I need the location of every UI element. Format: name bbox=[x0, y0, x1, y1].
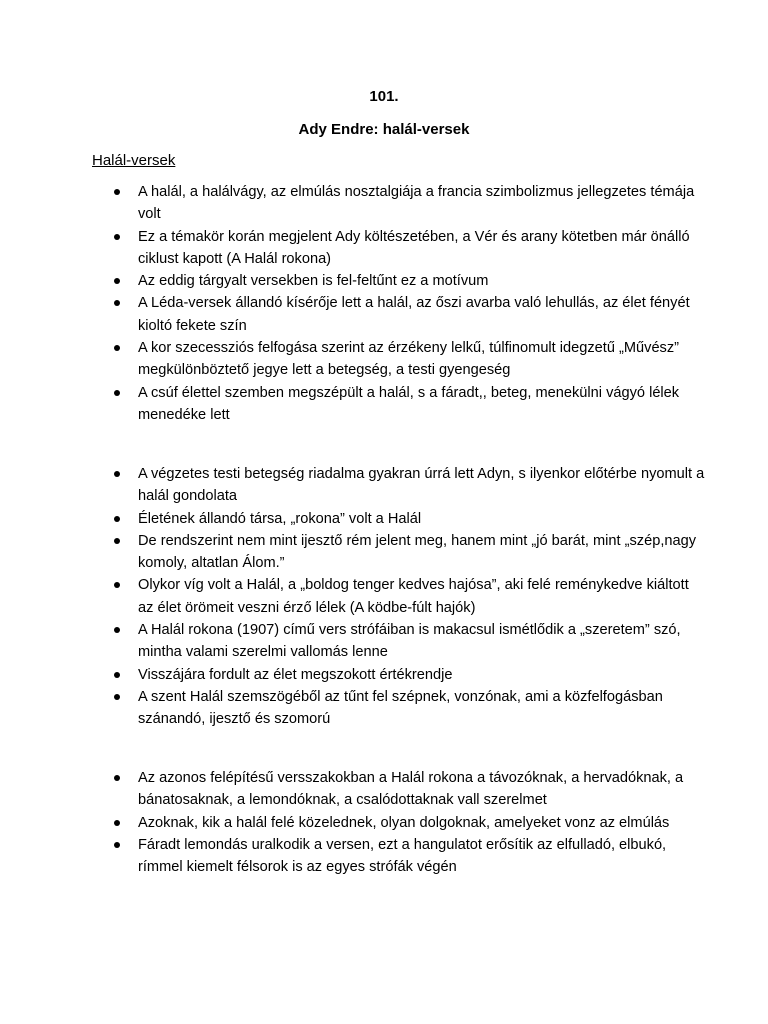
bullet-icon bbox=[114, 694, 120, 700]
list-item-text: Az azonos felépítésű versszakokban a Halál rokona a távozóknak, a hervadóknak, a bánatosaknak, a lemondóknak, a csalódottaknak vall szerelmet bbox=[138, 770, 684, 809]
bullet-icon bbox=[114, 627, 120, 633]
list-item-text: Ez a témakör korán megjelent Ady költészetében, a Vér és arany kötetben már önálló ciklust kapott (A Halál rokona) bbox=[138, 228, 690, 267]
list-item bbox=[0, 619, 768, 664]
bullet-icon bbox=[114, 345, 120, 351]
bullet-icon bbox=[114, 390, 120, 396]
document-number: 101. bbox=[369, 88, 399, 105]
list-item-text: Azoknak, kik a halál felé közelednek, olyan dolgoknak, amelyeket vonz az elmúlás bbox=[138, 814, 670, 831]
bullet-icon bbox=[114, 516, 120, 522]
list-item bbox=[0, 767, 768, 812]
section-heading: Halál-versek bbox=[92, 152, 176, 169]
list-item-text: A halál, a halálvágy, az elmúlás nosztalgiája a francia szimbolizmus jellegzetes témája volt bbox=[138, 184, 695, 223]
list-item bbox=[0, 292, 768, 337]
list-item-text: Fáradt lemondás uralkodik a versen, ezt a hangulatot erősítik az elfulladó, elbukó, rímmel kiemelt félsorok is az egyes strófák végén bbox=[138, 836, 667, 876]
list-item bbox=[0, 686, 768, 731]
list-item bbox=[0, 530, 768, 575]
bullet-icon bbox=[114, 775, 120, 781]
list-item bbox=[0, 226, 768, 271]
list-item-text: Az eddig tárgyalt versekben is fel-feltűnt ez a motívum bbox=[138, 273, 489, 290]
bullet-icon bbox=[114, 672, 120, 678]
list-item-text: De rendszerint nem mint ijesztő rém jelent meg, hanem mint „jó barát, mint „szép,nagy komoly, altatlan Álom.” bbox=[138, 532, 697, 572]
list-item-text: A kor szecessziós felfogása szerint az érzékeny lelkű, túlfinomult idegzetű „Művész” megkülönböztető jegye lett a betegség, a testi gyengeség bbox=[138, 340, 680, 379]
list-item bbox=[0, 270, 768, 292]
bullet-icon bbox=[114, 300, 120, 306]
list-item-text: A Léda-versek állandó kísérője lett a halál, az őszi avarba való lehullás, az élet fényét kioltó fekete szín bbox=[138, 295, 690, 334]
list-item bbox=[0, 574, 768, 619]
list-item-text: A végzetes testi betegség riadalma gyakran úrrá lett Adyn, s ilyenkor előtérbe nyomult a halál gondolata bbox=[138, 466, 705, 505]
list-item-text: A csúf élettel szemben megszépült a halál, s a fáradt,, beteg, menekülni vágyó lélek menedéke lett bbox=[138, 384, 680, 423]
bullet-icon bbox=[114, 189, 120, 195]
bullet-icon bbox=[114, 538, 120, 544]
bullet-icon bbox=[114, 471, 120, 477]
list-item-text: Visszájára fordult az élet megszokott értékrendje bbox=[138, 666, 453, 683]
bullet-icon bbox=[114, 234, 120, 240]
list-item bbox=[0, 508, 768, 530]
list-item-text: Olykor víg volt a Halál, a „boldog tenger kedves hajósa”, aki felé reménykedve kiáltott az élet örömeit veszni érző lélek (A ködbe-fúlt hajók) bbox=[138, 577, 689, 616]
document-title: Ady Endre: halál-versek bbox=[298, 121, 470, 138]
bullet-icon bbox=[114, 278, 120, 284]
bullet-list-group-1 bbox=[0, 181, 768, 426]
list-item-text: A Halál rokona (1907) című vers strófáiban is makacsul ismétlődik a „szeretem” szó, mintha valami szerelmi vallomás lenne bbox=[138, 622, 681, 661]
bullet-list-group-2 bbox=[0, 463, 768, 731]
list-item-text: Életének állandó társa, „rokona” volt a Halál bbox=[138, 510, 422, 527]
bullet-icon bbox=[114, 842, 120, 848]
bullet-icon bbox=[114, 820, 120, 826]
list-item bbox=[0, 463, 768, 508]
list-item bbox=[0, 834, 768, 879]
list-item bbox=[0, 664, 768, 686]
list-item-text: A szent Halál szemszögéből az tűnt fel szépnek, vonzónak, ami a közfelfogásban szánandó, ijesztő és szomorú bbox=[138, 688, 663, 728]
list-item bbox=[0, 337, 768, 382]
list-item bbox=[0, 382, 768, 427]
bullet-list-group-3 bbox=[0, 767, 768, 878]
list-item bbox=[0, 812, 768, 834]
list-item bbox=[0, 181, 768, 226]
bullet-icon bbox=[114, 582, 120, 588]
